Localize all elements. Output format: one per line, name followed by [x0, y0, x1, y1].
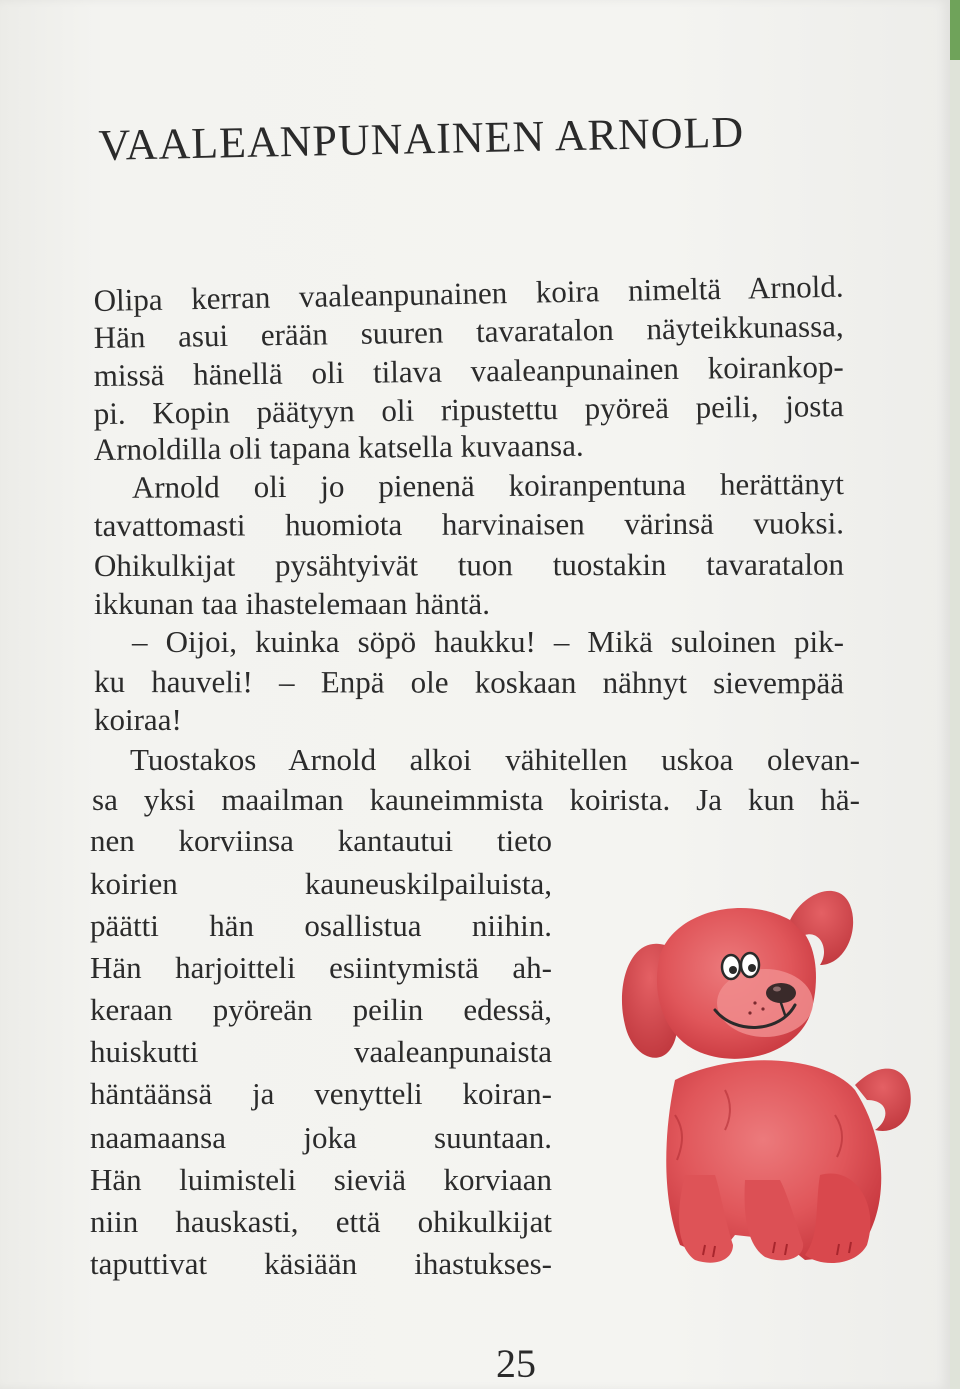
text-line-12: koiraa!	[94, 702, 182, 737]
text-line-3: missä hänellä oli tilava vaaleanpunainen koirankop-	[93, 348, 844, 394]
text-line-17: päätti hän osallistua niihin.	[90, 908, 552, 943]
text-line-14: sa yksi maailman kauneimmista koirista. Ja kun hä-	[92, 782, 860, 817]
text-line-22: naamaansa joka suuntaan.	[90, 1120, 552, 1155]
text-line-20: huiskutti vaaleanpunaista	[90, 1034, 552, 1069]
text-line-21: häntäänsä ja venytteli koiran-	[90, 1076, 552, 1111]
text-line-9: ikkunan taa ihastelemaan häntä.	[94, 586, 490, 621]
chapter-heading: VAALEANPUNAINEN ARNOLD	[98, 107, 745, 170]
text-line-23: Hän luimisteli sieviä korviaan	[90, 1162, 552, 1197]
text-line-18: Hän harjoitteli esiintymistä ah-	[90, 950, 552, 985]
text-line-8: Ohikulkijat pysähtyivät tuon tuostakin tavaratalon	[93, 546, 844, 583]
text-line-11: ku hauveli! – Enpä ole koskaan nähnyt sievempää	[94, 664, 845, 701]
page-number: 25	[496, 1341, 536, 1386]
text-line-6: Arnold oli jo pienenä koiranpentuna herättänyt	[131, 466, 844, 505]
text-line-1: Olipa kerran vaaleanpunainen koira nimeltä Arnold.	[93, 268, 844, 319]
text-line-15: nen korviinsa kantautui tieto	[90, 823, 552, 858]
text-line-24: niin hauskasti, että ohikulkijat	[90, 1204, 552, 1239]
text-line-16: koirien kauneuskilpailuista,	[90, 866, 552, 901]
text-line-10: – Oijoi, kuinka söpö haukku! – Mikä suloinen pik-	[132, 624, 844, 659]
text-line-25: taputtivat käsiään ihastukses-	[90, 1246, 552, 1281]
pink-dog-illustration	[605, 875, 925, 1295]
text-line-7: tavattomasti huomiota harvinaisen värinsä vuoksi.	[93, 505, 844, 543]
text-line-5: Arnoldilla oli tapana katsella kuvaansa.	[93, 427, 584, 468]
text-line-19: keraan pyöreän peilin edessä,	[90, 992, 552, 1027]
text-line-13: Tuostakos Arnold alkoi vähitellen uskoa olevan-	[130, 742, 860, 777]
text-line-2: Hän asui erään suuren tavaratalon näyteikkunassa,	[93, 308, 844, 356]
text-line-4: pi. Kopin päätyyn oli ripustettu pyöreä peili, josta	[93, 388, 844, 432]
